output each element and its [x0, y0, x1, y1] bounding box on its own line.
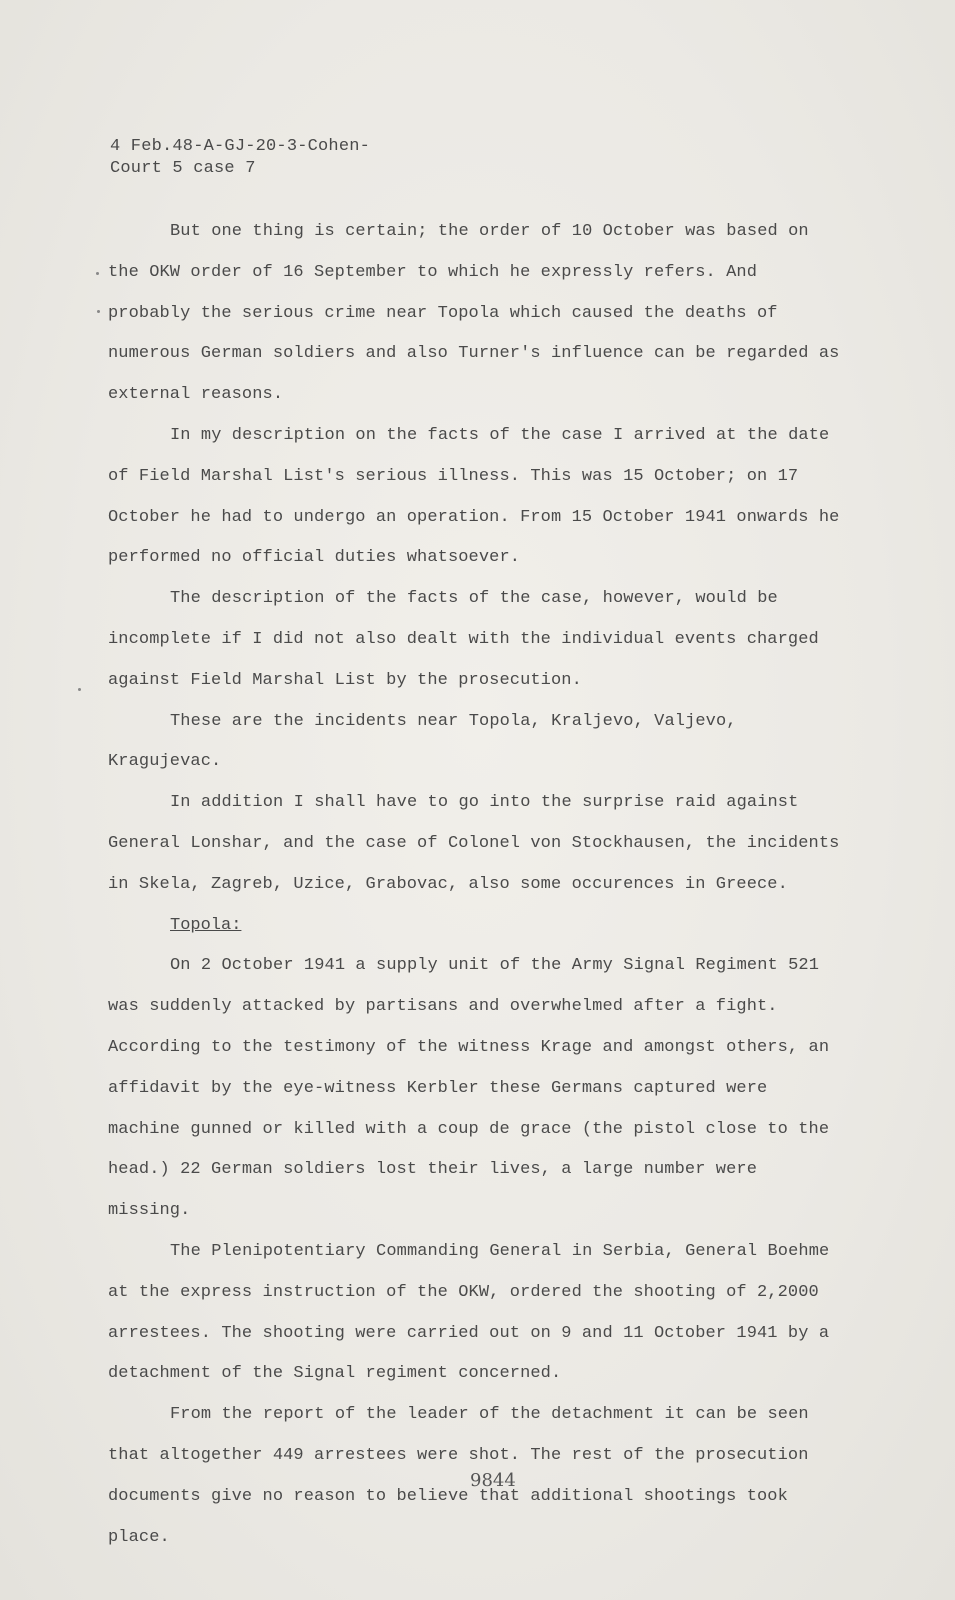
paragraph-detachment-report: From the report of the leader of the detachment it can be seen that altogether 449 arrestees were shot. The rest of the prosecution documents give no reason to believe that additional shootings took place. [108, 1405, 809, 1547]
page-number: 9844 [470, 1470, 516, 1491]
document-body [108, 212, 848, 1558]
margin-dot-mark [97, 310, 100, 313]
paragraph-list-illness: In my description on the facts of the case I arrived at the date of Field Marshal List's serious illness. This was 15 October; on 17 October he had to undergo an operation. From 15 October 1941 onwards he performed no official duties whatsoever. [108, 425, 840, 568]
paragraph-boehme-order: The Plenipotentiary Commanding General in Serbia, General Boehme at the express instruction of the OKW, ordered the shooting of 2,2000 arrestees. The shooting were carried out on 9 and 11 October 1941 by a detachment of the Signal regiment concerned. [108, 1241, 830, 1384]
paragraph-individual-events: The description of the facts of the case, however, would be incomplete if I did not also dealt with the individual events charged against Field Marshal List by the prosecution. [108, 589, 819, 690]
paragraph-incidents-list: These are the incidents near Topola, Kraljevo, Valjevo, Kragujevac. [108, 711, 737, 772]
header-court-line: Court 5 case 7 [110, 159, 256, 178]
margin-dot-mark [78, 688, 81, 691]
section-heading-topola: Topola: [170, 915, 242, 935]
paragraph-supply-unit-attack: On 2 October 1941 a supply unit of the Army Signal Regiment 521 was suddenly attacked by partisans and overwhelmed after a fight. According to the testimony of the witness Krage and amongst others, an affidavit by the eye-witness Kerbler these Germans captured were machine gunned or killed with a coup de grace (the pistol close to the head.) 22 German soldiers lost their lives, a large number were missing. [108, 956, 830, 1221]
paragraph-okw-order: But one thing is certain; the order of 10 October was based on the OKW order of 16 September to which he expressly refers. And probably the serious crime near Topola which caused the deaths of numerous German soldiers and also Turner's influence can be regarded as external reasons. [108, 222, 840, 405]
document-header [110, 136, 370, 180]
header-reference-line: 4 Feb.48-A-GJ-20-3-Cohen- [110, 137, 371, 156]
margin-dot-mark [96, 272, 99, 275]
paragraph-surprise-raid: In addition I shall have to go into the surprise raid against General Lonshar, and the case of Colonel von Stockhausen, the incidents in Skela, Zagreb, Uzice, Grabovac, also some occurences in Greece. [108, 793, 840, 894]
